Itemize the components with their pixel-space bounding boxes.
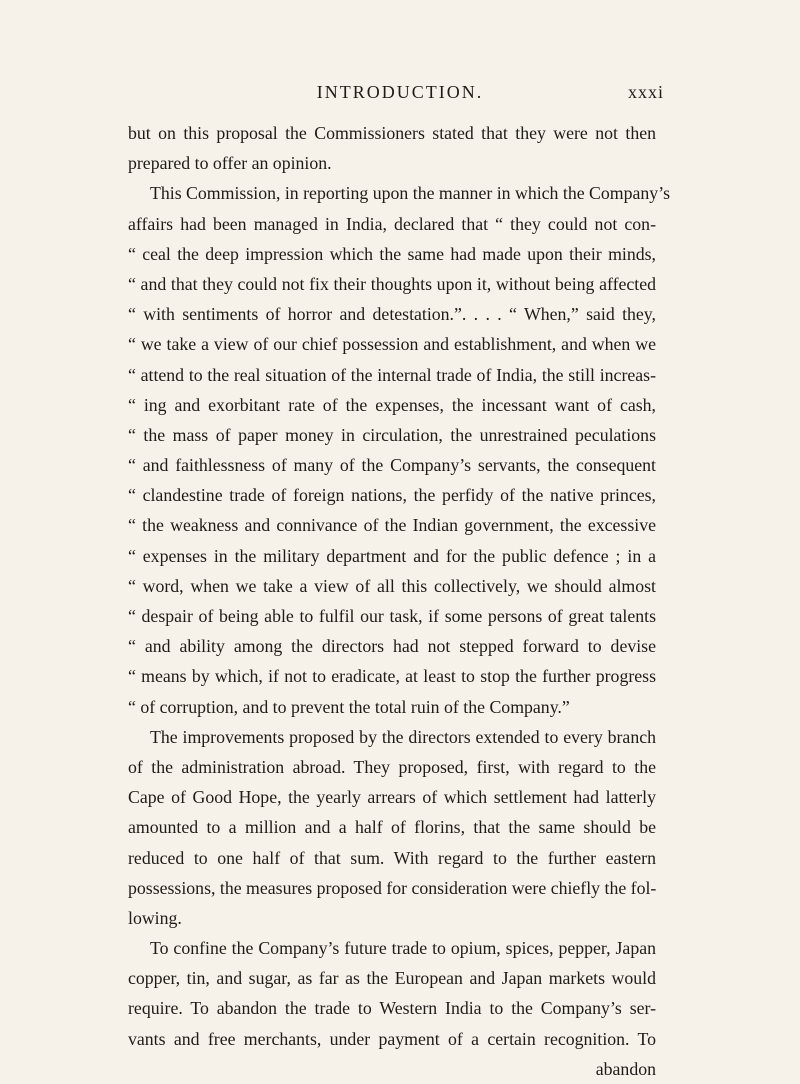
page-number: xxxi <box>627 82 664 102</box>
text-line: prepared to offer an opinion. <box>128 153 332 174</box>
text-line: vants and free merchants, under payment of a certain recognition. To <box>128 1028 656 1049</box>
text-line: To confine the Company’s future trade to opium, spices, pepper, Japan <box>150 938 656 959</box>
text-line: The improvements proposed by the directors extended to every branch <box>150 726 656 747</box>
body-text <box>128 118 671 1084</box>
text-line: “ of corruption, and to prevent the total ruin of the Company.” <box>128 696 570 717</box>
text-line: “ and faithlessness of many of the Company’s servants, the consequent <box>128 455 656 476</box>
running-title: INTRODUCTION. <box>316 82 484 102</box>
text-line: “ and ability among the directors had not stepped forward to devise <box>128 636 656 657</box>
text-line: “ we take a view of our chief possession and establishment, and when we <box>128 334 656 355</box>
text-line: “ with sentiments of horror and detestation.”. . . . “ When,” said they, <box>128 304 656 325</box>
text-line: “ means by which, if not to eradicate, at least to stop the further progress <box>128 666 656 687</box>
text-line: “ word, when we take a view of all this collectively, we should almost <box>128 575 656 596</box>
text-line: “ the mass of paper money in circulation, the unrestrained peculations <box>128 424 656 445</box>
text-line: “ ceal the deep impression which the same had made upon their minds, <box>128 243 656 264</box>
text-line: of the administration abroad. They proposed, first, with regard to the <box>128 756 656 777</box>
text-line: Cape of Good Hope, the yearly arrears of which settlement had latterly <box>128 787 656 808</box>
text-line: amounted to a million and a half of florins, that the same should be <box>128 817 656 838</box>
text-line: copper, tin, and sugar, as far as the European and Japan markets would <box>128 968 656 989</box>
text-line: “ expenses in the military department and for the public defence ; in a <box>128 545 656 566</box>
text-line: affairs had been managed in India, declared that “ they could not con- <box>128 213 656 234</box>
text-line: but on this proposal the Commissioners stated that they were not then <box>128 123 656 143</box>
text-line: “ the weakness and connivance of the Indian government, the excessive <box>128 515 656 536</box>
text-line: require. To abandon the trade to Western India to the Company’s ser- <box>128 998 656 1019</box>
text-line: lowing. <box>128 907 182 928</box>
text-line: “ ing and exorbitant rate of the expenses, the incessant want of cash, <box>128 394 656 415</box>
text-line: possessions, the measures proposed for consideration were chiefly the fol- <box>128 877 657 898</box>
text-line: “ attend to the real situation of the internal trade of India, the still increas- <box>128 364 656 385</box>
text-line: This Commission, in reporting upon the manner in which the Company’s <box>150 183 671 204</box>
text-line: “ clandestine trade of foreign nations, the perfidy of the native princes, <box>128 485 656 506</box>
text-line: reduced to one half of that sum. With regard to the further eastern <box>128 847 656 868</box>
running-header <box>0 82 800 112</box>
text-line: “ despair of being able to fulfil our task, if some persons of great talents <box>128 606 656 626</box>
catchword: abandon <box>595 1058 656 1079</box>
text-line: “ and that they could not fix their thoughts upon it, without being affected <box>128 273 656 294</box>
